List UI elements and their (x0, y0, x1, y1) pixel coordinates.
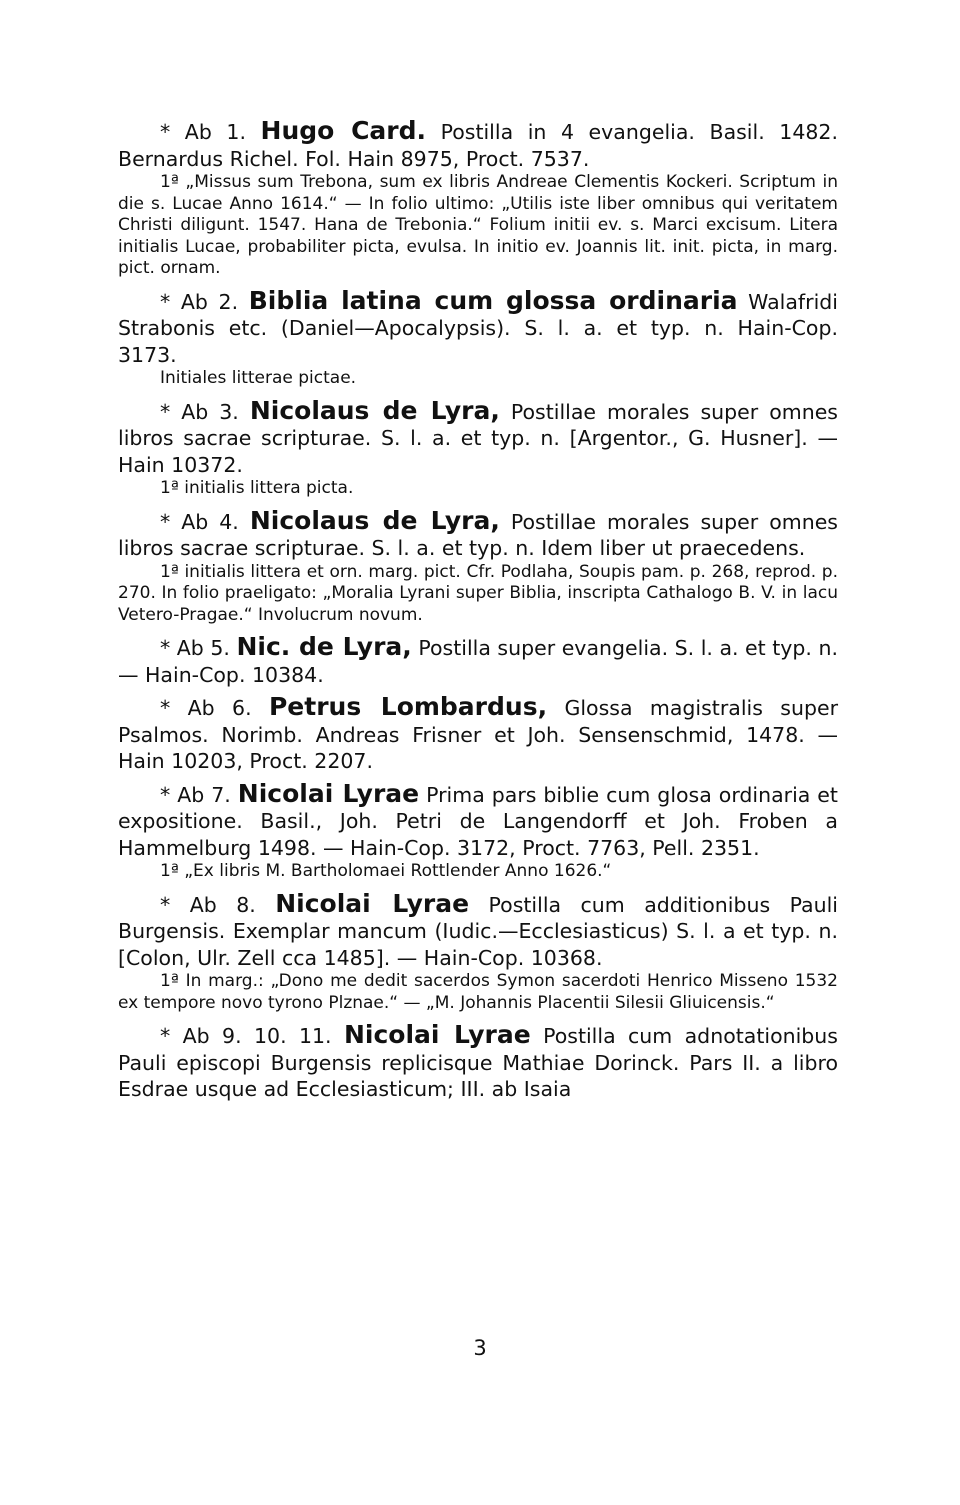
catalog-entry-ab-6 (118, 694, 838, 775)
entry-note: 1ª „Ex libris M. Bartholomaei Rottlender Anno 1626.“ (160, 861, 612, 881)
entry-heading: Nic. de Lyra, (236, 632, 412, 661)
entry-body: Glossa magistralis super Psalmos. Norimb. Andreas Frisner et Joh. Sensenschmid, 1478. — Hain 10203, Proct. 2207. (118, 696, 838, 773)
entry-body: Postilla in 4 evangelia. Basil. 1482. Bernardus Richel. Fol. Hain 8975, Proct. 7537. (118, 120, 838, 171)
entry-note: 1ª In marg.: „Dono me dedit sacerdos Symon sacerdoti Henrico Misseno 1532 ex tempore novo tyrono Plznae.“ — „M. Johannis Placentii Silesii Gliuicensis.“ (118, 971, 838, 1013)
entry-heading: Nicolaus de Lyra, (249, 505, 500, 535)
catalog-entry-ab-8 (118, 888, 838, 1015)
entry-note: 1ª initialis littera picta. (160, 478, 354, 498)
entry-heading: Biblia latina cum glossa ordinaria (248, 285, 738, 315)
entry-heading: Nicolai Lyrae (275, 888, 470, 918)
entry-mark: * Ab 1. (160, 120, 246, 144)
catalog-entry-ab-5 (118, 634, 838, 688)
catalog-page (118, 118, 838, 1109)
entry-body: Postillae morales super omnes libros sacrae scripturae. S. l. a. et typ. n. Idem liber ut praecedens. (118, 509, 838, 560)
entry-body: Postilla cum additionibus Pauli Burgensis. Exemplar mancum (Iudic.—Ecclesiasticus) S. l. a et typ. n. [Colon, Ulr. Zell cca 1485]. — Hain-Cop. 10368. (118, 892, 838, 970)
entry-mark: * Ab 6. (160, 696, 252, 720)
entry-body: Prima pars biblie cum glosa ordinaria et expositione. Basil., Joh. Petri de Langendorff et Joh. Froben a Hammelburg 1498. — Hain-Cop. 3172, Proct. 7763, Pell. 2351. (118, 782, 838, 860)
entry-body: Postillae morales super omnes libros sacrae scripturae. S. l. a. et typ. n. [Argentor., G. Husner]. — Hain 10372. (118, 399, 838, 477)
entry-note: 1ª „Missus sum Trebona, sum ex libris Andreae Clementis Kockeri. Scriptum in die s. Lucae Anno 1614.“ — In folio ultimo: „Utilis iste liber omnibus qui veritatem Christi diligunt. 1547. Hana de Trebonia.“ Folium initii ev. s. Marci excisum. Litera initialis Lucae, probabiliter picta, evulsa. In initio ev. Joannis lit. init. picta, in marg. pict. ornam. (118, 172, 838, 278)
catalog-entry-ab-3 (118, 395, 838, 500)
catalog-entry-ab-4 (118, 505, 838, 627)
entry-heading: Petrus Lombardus, (268, 692, 548, 721)
entry-note: 1ª initialis littera et orn. marg. pict. Cfr. Podlaha, Soupis pam. p. 268, reprod. p. 270. In folio praeligato: „Moralia Lyrani super Biblia, inscripta Cathalogo B. V. in lacu Vetero-Pragae.“ Involucrum novum. (118, 561, 838, 625)
entry-mark: * Ab 9. 10. 11. (160, 1024, 332, 1048)
catalog-entry-ab-7 (118, 778, 838, 883)
entry-heading: Nicolai Lyrae (237, 778, 420, 808)
catalog-entry-ab-2 (118, 285, 838, 390)
entry-mark: * Ab 7. (160, 782, 231, 807)
entry-heading: Nicolaus de Lyra, (249, 395, 500, 425)
entry-mark: * Ab 2. (160, 289, 239, 314)
page-number: 3 (473, 1336, 487, 1360)
entry-body: Postilla cum adnotationibus Pauli episcopi Burgensis replicisque Mathiae Dorinck. Pars II. a libro Esdrae usque ad Ecclesiasticum; III. ab Isaia (118, 1024, 838, 1101)
entry-mark: * Ab 5. (160, 636, 230, 660)
entry-body: Walafridi Strabonis etc. (Daniel—Apocalypsis). S. l. a. et typ. n. Hain-Cop. 3173. (118, 289, 838, 367)
entry-note: Initiales litterae pictae. (160, 368, 357, 388)
entry-mark: * Ab 3. (160, 399, 239, 424)
catalog-entry-ab-1 (118, 118, 838, 280)
entry-mark: * Ab 8. (160, 892, 256, 917)
entry-mark: * Ab 4. (160, 509, 239, 534)
catalog-entry-ab-9-10-11 (118, 1022, 838, 1103)
entry-heading: Nicolai Lyrae (343, 1020, 531, 1049)
entry-body: Postilla super evangelia. S. l. a. et typ. n. — Hain-Cop. 10384. (118, 636, 838, 687)
entry-heading: Hugo Card. (260, 116, 427, 145)
